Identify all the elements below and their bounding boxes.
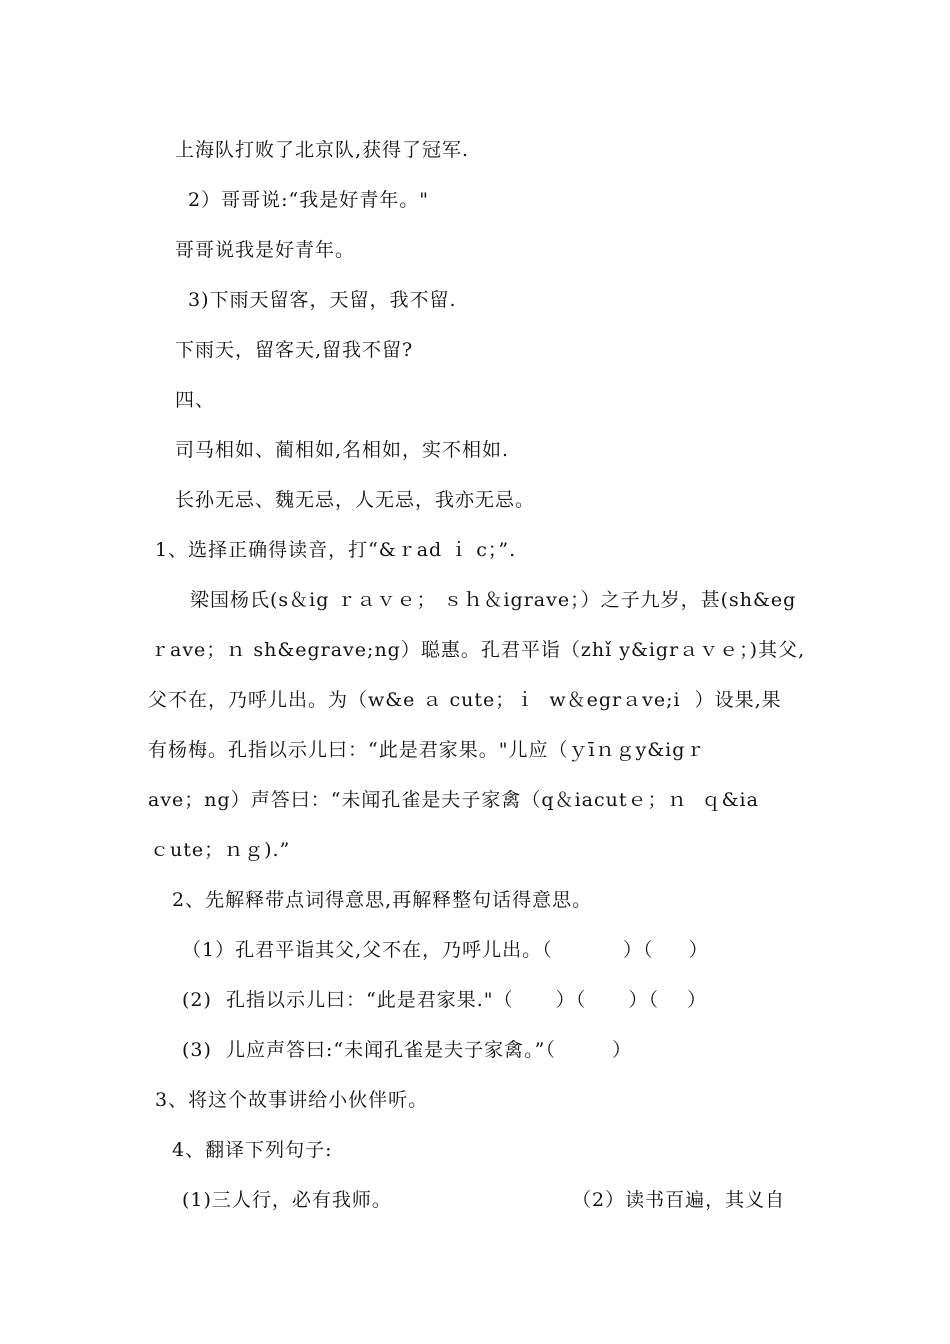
passage-line-5: ave；ng）声答曰：“未闻孔雀是夫子家禽（q＆iacutｅ；ｎ ｑ&ia (148, 789, 759, 811)
text-line-7: 司马相如、蔺相如,名相如，实不相如. (175, 439, 510, 461)
text-line-2: 2）哥哥说:“我是好青年。" (188, 189, 429, 211)
passage-line-6: ｃute；ｎｇ).” (150, 839, 291, 861)
text-line-4: 3)下雨天留客，天留，我不留. (188, 289, 457, 311)
question-2-item-3: (3) 儿应声答曰:“未闻孔雀是夫子家禽。”（ ） (182, 1039, 633, 1061)
section-heading-four: 四、 (175, 389, 216, 411)
text-line-8: 长孙无忌、魏无忌，人无忌，我亦无忌。 (175, 489, 536, 511)
passage-line-3: 父不在，乃呼儿出。为（w&e ａ cute；ｉ w＆egrａve;i ）设果,果 (148, 689, 782, 711)
text-line-1: 上海队打败了北京队,获得了冠军. (175, 139, 470, 161)
question-1-heading: 1、选择正确得读音，打“&ｒad ｉ c；”. (155, 539, 517, 561)
text-line-3: 哥哥说我是好青年。 (175, 239, 356, 261)
question-4-item-2: （2）读书百遍，其义自 (572, 1189, 786, 1211)
question-2-item-1: （1）孔君平诣其父,父不在，乃呼儿出。（ ）（ ） (182, 939, 709, 961)
passage-line-2: ｒave；ｎ sh&egrave;ng）聪惠。孔君平诣（zhǐ y&igrａｖｅ；)其父, (150, 639, 806, 661)
question-2-item-2: (2) 孔指以示儿曰：“此是君家果."（ ）（ ）（ ） (182, 989, 708, 1011)
question-4-heading: 4、翻译下列句子: (172, 1139, 333, 1161)
question-4-item-1: (1)三人行，必有我师。 (182, 1189, 392, 1211)
passage-line-1: 梁国杨氏(s＆ig ｒａｖｅ； ｓｈ＆igrave；）之子九岁，甚(sh&eg (190, 589, 797, 611)
question-2-heading: 2、先解释带点词得意思,再解释整句话得意思。 (172, 889, 593, 911)
question-3-heading: 3、将这个故事讲给小伙伴听。 (155, 1089, 429, 1111)
text-line-5: 下雨天，留客天,留我不留? (175, 339, 414, 361)
passage-line-4: 有杨梅。孔指以示儿曰：“此是君家果。"儿应（ｙīｎｇy&igｒ (148, 739, 706, 761)
